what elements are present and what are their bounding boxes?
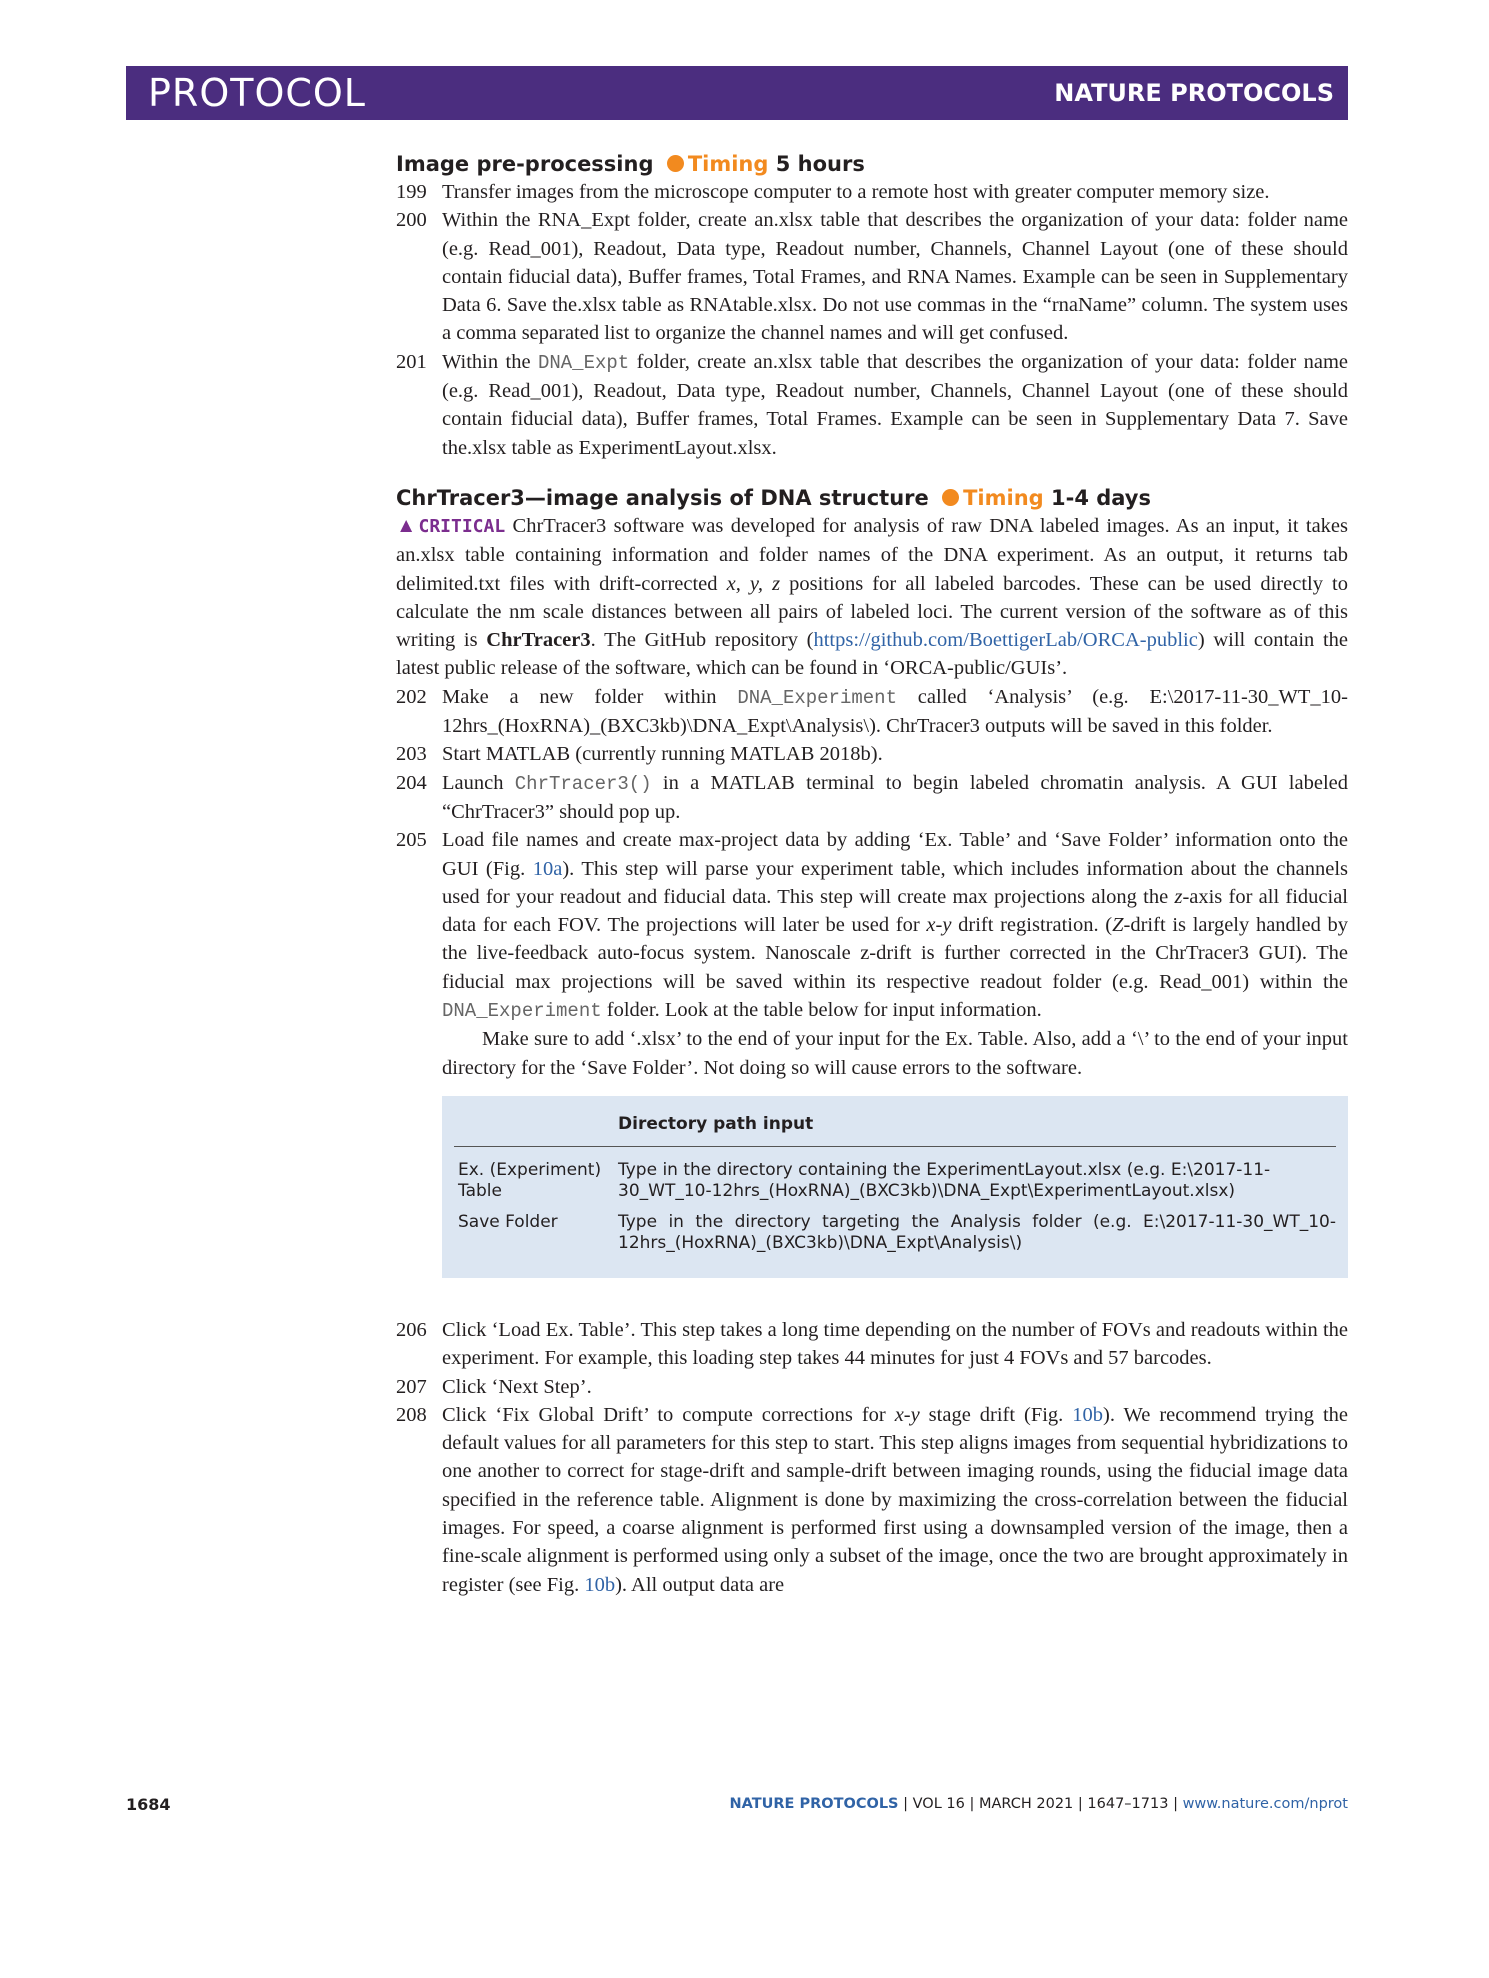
step-202 — [396, 683, 1348, 741]
footer-url-link[interactable]: www.nature.com/nprot — [1182, 1796, 1348, 1812]
step-text: ). All output data are — [615, 1573, 785, 1596]
footer-separator: | — [903, 1796, 909, 1812]
xy-italic: x-y — [894, 1403, 920, 1426]
code-folder: DNA_Experiment — [442, 1000, 602, 1023]
heading-title: ChrTracer3—image analysis of DNA structure — [396, 485, 929, 510]
step-text: in a MATLAB terminal to begin labeled chromatin analysis. A GUI labeled “ChrTracer3” should pop up. — [442, 771, 1348, 823]
step-text: Click ‘Load Ex. Table’. This step takes a long time depending on the number of FOVs and readouts within the experiment. For example, this loading step takes 44 minutes for just 4 FOVs and 57 barcodes. — [442, 1318, 1348, 1370]
footer-journal: NATURE PROTOCOLS — [729, 1796, 899, 1812]
section-heading-chrtracer3 — [396, 484, 1348, 512]
step-207 — [396, 1373, 1348, 1401]
note-text: Make sure to add ‘.xlsx’ to the end of your input for the Ex. Table. Also, add a ‘\’ to the end of your input directory for the ‘Save Folder’. Not doing so will cause errors to the software. — [442, 1028, 1348, 1079]
step-number: 203 — [396, 743, 427, 766]
step-208 — [396, 1401, 1348, 1599]
xyz-italic: x, y, z — [726, 572, 781, 595]
step-text: Within the RNA_Expt folder, create an.xlsx table that describes the organization of your data: folder name (e.g. Read_001), Readout, Data type, Readout number, Channels, Channel Layout (one of these should contain fiducial data), Buffer frames, Total Frames, and RNA Names. Example can be seen in Supplementary Data 6. Save the.xlsx table as RNAtable.xlsx. Do not use commas in the “rnaName” column. The system uses a comma separated list to organize the channel names and will get confused. — [442, 209, 1348, 345]
timing-dot-icon — [667, 155, 684, 172]
code-folder: DNA_Experiment — [737, 686, 897, 709]
critical-label: CRITICAL — [418, 515, 506, 537]
timing-dot-icon — [942, 489, 959, 506]
critical-triangle-icon: ▲ — [396, 514, 419, 537]
figure-link-10a[interactable]: 10a — [532, 857, 563, 880]
footer-separator: | — [969, 1796, 975, 1812]
step-text: Transfer images from the microscope computer to a remote host with greater computer memory size. — [442, 181, 1270, 203]
step-text: Launch — [442, 771, 515, 794]
critical-paragraph — [396, 512, 1348, 683]
figure-link-10b[interactable]: 10b — [584, 1573, 616, 1596]
step-text: Load file names and create max-project data by adding ‘Ex. Table’ and ‘Save Folder’ information onto the GUI (Fig. — [442, 829, 1348, 880]
table-divider — [454, 1146, 1336, 1147]
table-cell-value: Type in the directory targeting the Analysis folder (e.g. E:\2017-11-30_WT_10-12hrs_(HoxRNA)_(BXC3kb)\DNA_Expt\Analysis\) — [618, 1211, 1336, 1253]
table-cell-label: Ex. (Experiment) Table — [458, 1159, 602, 1201]
github-link[interactable]: https://github.com/BoettigerLab/ORCA-public — [813, 629, 1198, 652]
z-italic: z — [1174, 885, 1183, 908]
timing-value: 5 hours — [775, 152, 865, 176]
step-text: folder, create an.xlsx table that describes the organization of your data: folder name (e.g. Read_001), Readout, Data type, Readout number, Channels, Channel Layout (one of these should contain fiducial data), Buffer frames, Total Frames. Example can be seen in Supplementary Data 7. Save the.xlsx table as ExperimentLayout.xlsx. — [442, 350, 1348, 459]
step-number: 201 — [396, 350, 427, 373]
step-206 — [396, 1316, 1348, 1373]
step-200 — [396, 206, 1348, 347]
critical-text: ChrTracer3 software was developed for analysis of raw DNA labeled images. As an input, it takes an.xlsx table containing information and folder names of the DNA experiment. As an output, it returns tab delimited.txt files with drift-corrected — [396, 514, 1348, 595]
step-text: drift registration. ( — [951, 914, 1113, 937]
step-205-note — [396, 1025, 1348, 1082]
footer-date: MARCH 2021 — [978, 1796, 1074, 1812]
footer-citation — [730, 1796, 1349, 1812]
step-text: -drift is largely handled by the live-feedback auto-focus system. Nanoscale z-drift is further corrected in the ChrTracer3 GUI). The fiducial max projections will be saved within its respective readout folder (e.g. Read_001) within the — [442, 914, 1349, 993]
critical-text: ) will contain the latest public release of the software, which can be found in ‘ORCA-public/GUIs’. — [396, 629, 1348, 680]
table-cell-value: Type in the directory containing the ExperimentLayout.xlsx (e.g. E:\2017-11-30_WT_10-12hrs_(HoxRNA)_(BXC3kb)\DNA_Expt\ExperimentLayout.xlsx) — [618, 1159, 1271, 1201]
footer-separator: | — [1173, 1796, 1178, 1812]
step-number: 207 — [396, 1375, 427, 1398]
step-204 — [396, 769, 1348, 827]
heading-title: Image pre-processing — [396, 152, 654, 176]
step-text: Start MATLAB (currently running MATLAB 2018b). — [442, 743, 883, 766]
step-205 — [396, 826, 1348, 1025]
xy-italic: x-y — [926, 914, 952, 937]
critical-text: . The GitHub repository ( — [590, 629, 814, 652]
step-text: Within the — [442, 350, 538, 373]
code-folder: DNA_Expt — [537, 351, 630, 374]
header-banner — [126, 66, 1348, 120]
table-header: Directory path input — [618, 1113, 814, 1134]
footer-separator: | — [1077, 1796, 1083, 1812]
footer-pages: 1647–1713 — [1087, 1796, 1169, 1812]
step-number: 204 — [396, 771, 427, 794]
step-text: stage drift (Fig. — [919, 1403, 1073, 1426]
step-text: folder. Look at the table below for input information. — [601, 999, 1042, 1022]
timing-value: 1-4 days — [1051, 485, 1151, 510]
step-text: -axis for all fiducial data for each FOV. The projections will later be used for — [442, 885, 1349, 937]
figure-link-10b[interactable]: 10b — [1072, 1403, 1104, 1426]
step-201 — [396, 348, 1348, 462]
journal-name: NATURE PROTOCOLS — [1054, 79, 1334, 107]
step-number: 205 — [396, 829, 427, 852]
step-number: 199 — [396, 181, 427, 203]
step-text: Click ‘Next Step’. — [442, 1375, 592, 1398]
software-name: ChrTracer3 — [486, 629, 591, 652]
critical-text: positions for all labeled barcodes. These can be used directly to calculate the nm scale distances between all pairs of labeled loci. The current version of the software as of this writing is — [396, 572, 1348, 652]
step-199 — [396, 178, 1348, 206]
timing-label: Timing — [687, 152, 769, 176]
step-203 — [396, 740, 1348, 768]
footer-volume: VOL 16 — [912, 1796, 965, 1812]
step-text: called ‘Analysis’ (e.g. E:\2017-11-30_WT_10-12hrs_(HoxRNA)_(BXC3kb)\DNA_Expt\Analysis\). ChrTracer3 outputs will be saved in this folder. — [442, 685, 1348, 738]
step-number: 208 — [396, 1403, 427, 1426]
z-italic: Z — [1112, 914, 1124, 937]
code-function: ChrTracer3() — [514, 772, 652, 795]
step-text: Click ‘Fix Global Drift’ to compute corrections for — [442, 1403, 895, 1426]
step-text: ). This step will parse your experiment table, which includes information about the channels used for your readout and fiducial data. This step will create max projections along the — [442, 857, 1349, 908]
main-content — [396, 150, 1348, 1599]
directory-input-table — [442, 1096, 1348, 1278]
step-text: ). We recommend trying the default values for all parameters for this step to start. This step aligns images from sequential hybridizations to one another to correct for stage-drift and sample-drift between imaging rounds, using the fiducial image data specified in the reference table. Alignment is done by maximizing the cross-correlation between the fiducial images. For speed, a coarse alignment is performed first using a downsampled version of the image, then a fine-scale alignment is performed using only a subset of the image, once the two are brought approximately in register (see Fig. — [442, 1403, 1348, 1596]
step-number: 202 — [396, 685, 427, 708]
page-number: 1684 — [126, 1795, 171, 1814]
step-number: 200 — [396, 209, 427, 232]
step-number: 206 — [396, 1318, 427, 1341]
timing-label: Timing — [963, 485, 1044, 510]
table-cell-label: Save Folder — [458, 1211, 558, 1232]
section-heading-preprocessing — [396, 150, 1348, 178]
step-text: Make a new folder within — [442, 685, 738, 708]
section-label: PROTOCOL — [148, 71, 366, 115]
